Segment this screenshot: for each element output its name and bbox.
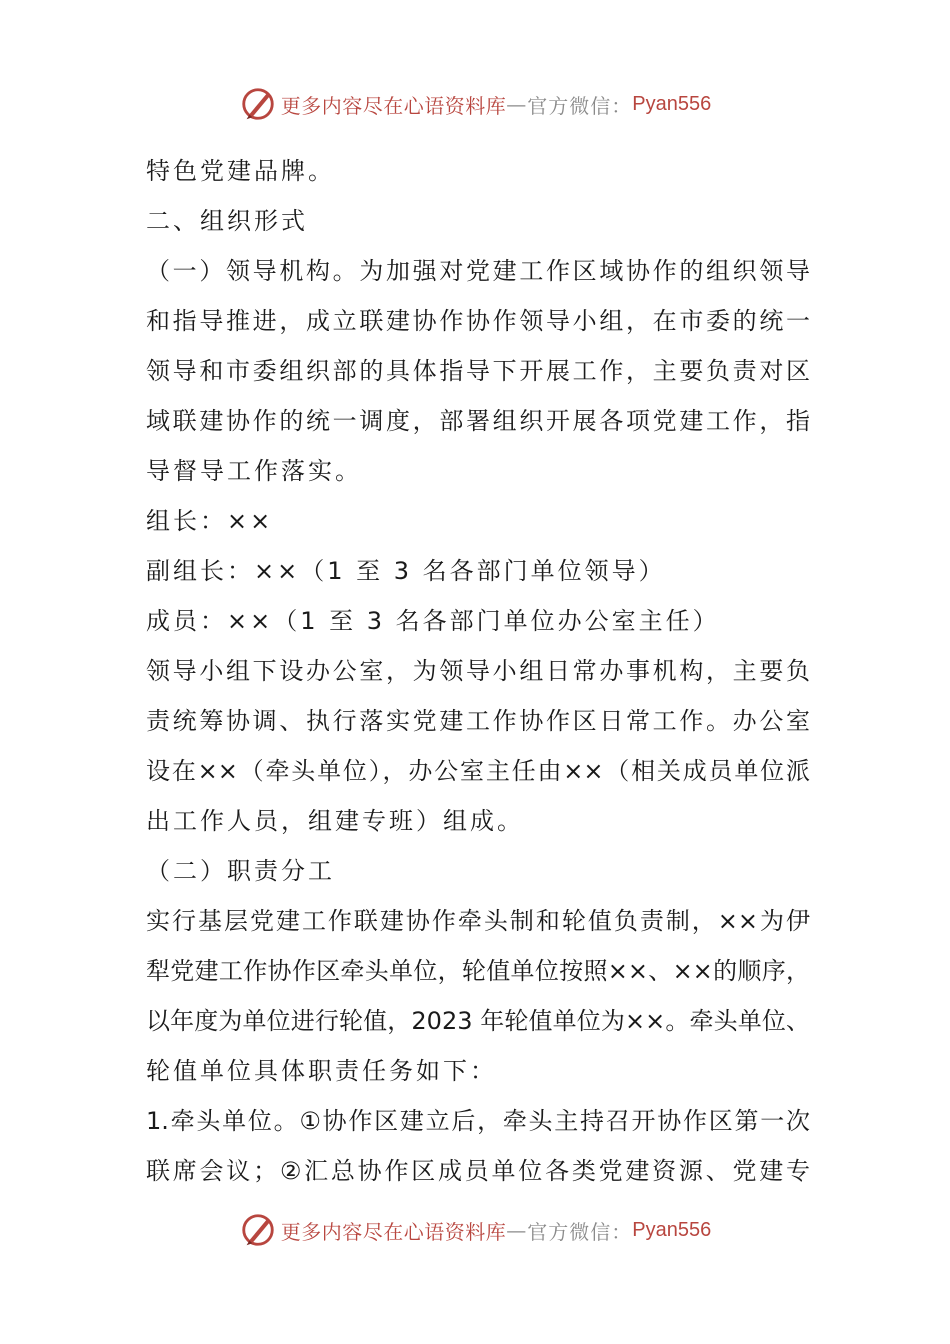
pen-logo-icon [239, 1211, 277, 1249]
text-line: 域联建协作的统一调度，部署组织开展各项党建工作，指 [146, 407, 810, 435]
watermark-wechat-label: 官方微信： [527, 1219, 633, 1244]
text-line: 导督导工作落实。 [146, 457, 362, 485]
watermark-dash: — [506, 1218, 528, 1242]
text-line: 出工作人员，组建专班）组成。 [146, 807, 524, 835]
text-line: 特色党建品牌。 [146, 157, 335, 185]
section-heading: （二）职责分工 [146, 857, 335, 885]
pen-logo-icon [239, 85, 277, 123]
text-line: 责统筹协调、执行落实党建工作协作区日常工作。办公室 [146, 707, 810, 735]
watermark-wechat-id: Pyan556 [632, 1218, 712, 1241]
text-line: 副组长：××（1 至 3 名各部门单位领导） [146, 557, 666, 585]
text-line: 领导小组下设办公室，为领导小组日常办事机构，主要负 [146, 657, 810, 685]
watermark-dash: — [506, 92, 528, 116]
section-heading: 二、组织形式 [146, 207, 308, 235]
watermark-footer [0, 1208, 950, 1252]
watermark-brand: 更多内容尽在心语资料库 [280, 93, 507, 118]
text-line: 联席会议；②汇总协作区成员单位各类党建资源、党建专 [146, 1157, 810, 1185]
text-line: （一）领导机构。为加强对党建工作区域协作的组织领导 [146, 257, 810, 285]
text-line: 和指导推进，成立联建协作协作领导小组，在市委的统一 [146, 307, 810, 335]
text-line: 组长：×× [146, 507, 274, 535]
text-line: 设在××（牵头单位），办公室主任由××（相关成员单位派 [146, 757, 810, 785]
text-line: 轮值单位具体职责任务如下： [146, 1057, 497, 1085]
watermark-brand: 更多内容尽在心语资料库 [280, 1219, 507, 1244]
document-body [146, 146, 810, 1196]
watermark-header [0, 82, 950, 126]
watermark-wechat-label: 官方微信： [527, 93, 633, 118]
text-line: 犁党建工作协作区牵头单位，轮值单位按照××、××的顺序， [146, 957, 810, 985]
watermark-wechat-id: Pyan556 [632, 92, 712, 115]
text-line: 实行基层党建工作联建协作牵头制和轮值负责制，××为伊 [146, 907, 810, 935]
text-line: 领导和市委组织部的具体指导下开展工作，主要负责对区 [146, 357, 810, 385]
text-line: 1.牵头单位。①协作区建立后，牵头主持召开协作区第一次 [146, 1107, 810, 1135]
text-line: 以年度为单位进行轮值，2023 年轮值单位为××。牵头单位、 [146, 1007, 810, 1035]
text-line: 成员：××（1 至 3 名各部门单位办公室主任） [146, 607, 720, 635]
